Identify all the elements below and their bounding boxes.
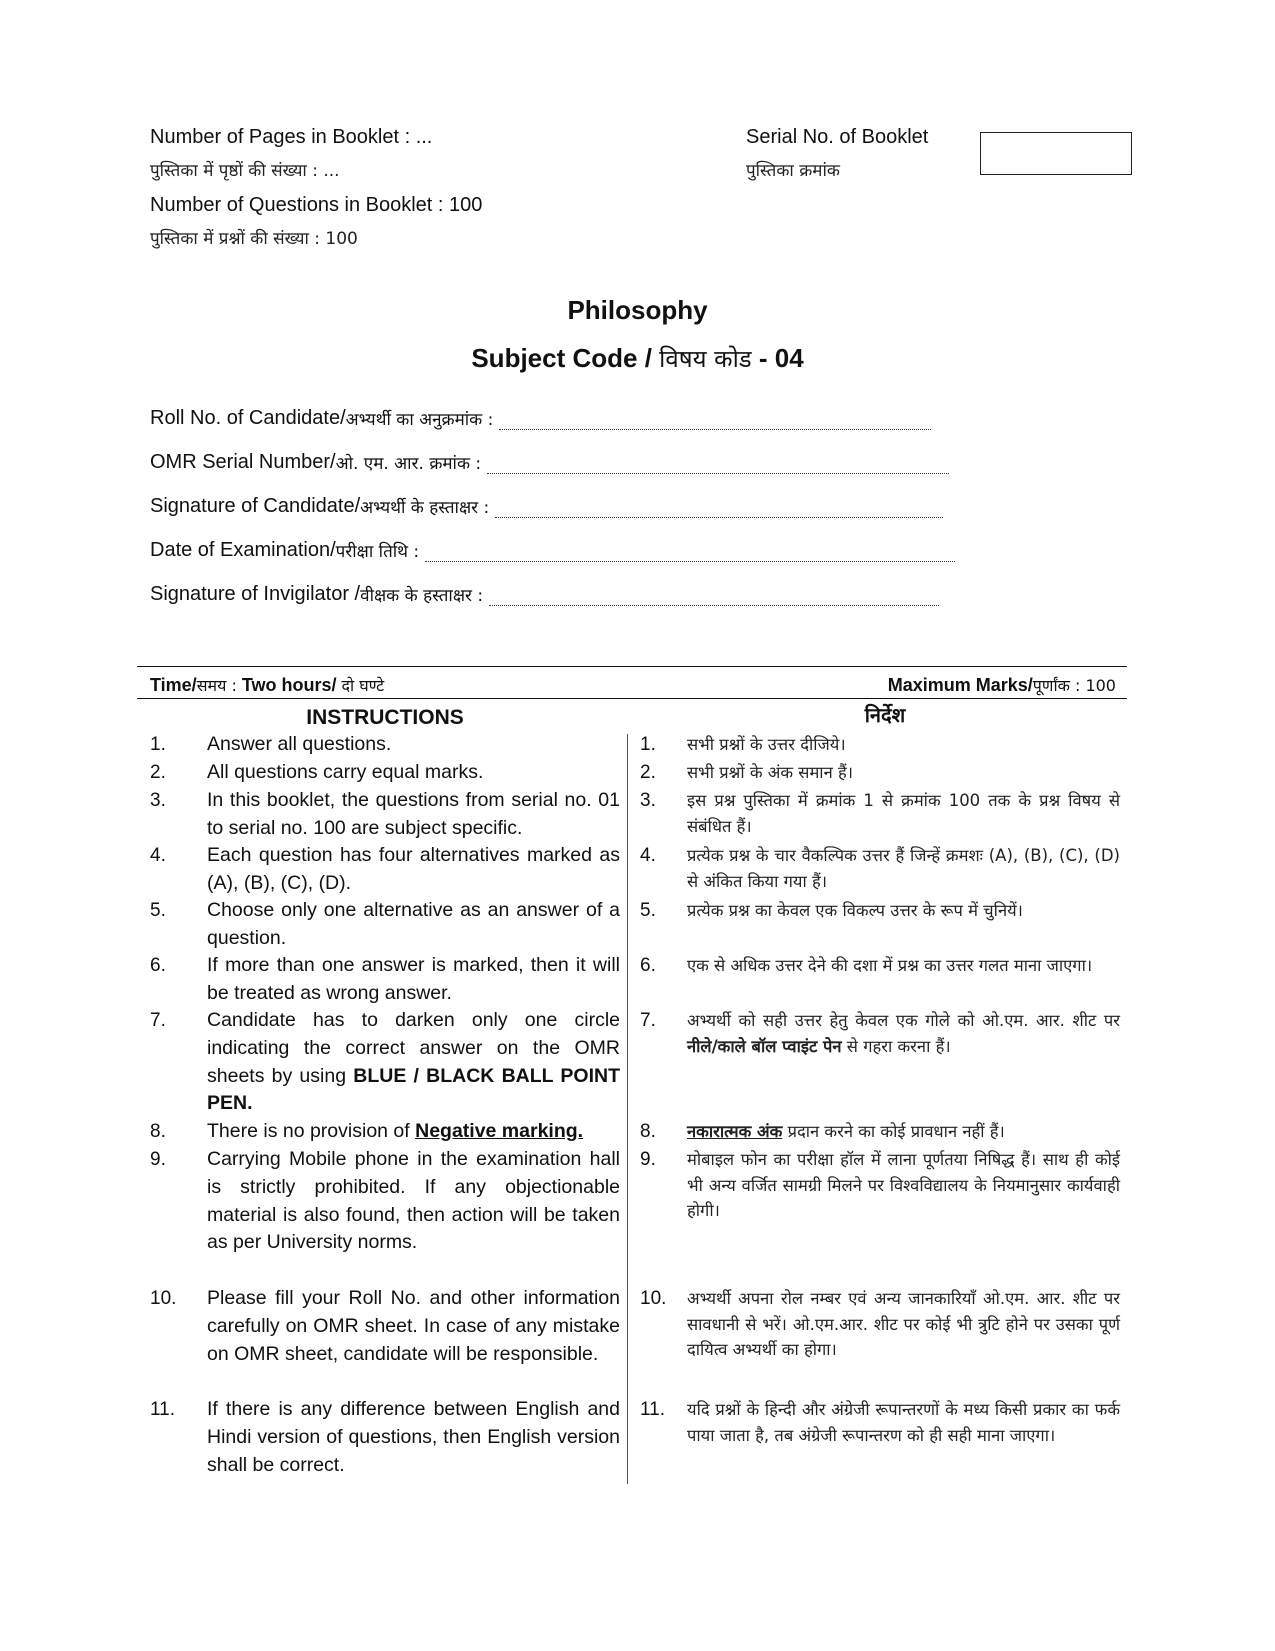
item-text-a: Candidate has to darken only one circle indicating the correct answer on the OMR sheets by using xyxy=(207,1009,620,1087)
field-label-hi: परीक्षा तिथि : xyxy=(335,542,420,562)
item-number: 11. xyxy=(150,1399,176,1420)
field-label-en: Signature of Candidate/ xyxy=(150,495,361,517)
field-label-hi: अभ्यर्थी का अनुक्रमांक : xyxy=(345,410,494,430)
pages-count-en: Number of Pages in Booklet : ... xyxy=(150,126,433,148)
item-text: प्रत्येक प्रश्न के चार वैकल्पिक उत्तर हैं जिन्हें क्रमशः (A), (B), (C), (D) से अंकित किया गया हैं। xyxy=(687,846,1120,891)
item-text: एक से अधिक उत्तर देने की दशा में प्रश्न का उत्तर गलत माना जाएगा। xyxy=(687,956,1093,975)
instruction-item-hi xyxy=(640,760,1120,786)
instruction-item-hi xyxy=(640,732,1120,758)
item-text: Each question has four alternatives marked as (A), (B), (C), (D). xyxy=(207,844,620,894)
item-text: If there is any difference between English and Hindi version of questions, then English version shall be correct. xyxy=(207,1398,620,1476)
instruction-item-en xyxy=(150,1007,620,1118)
item-number: 11. xyxy=(640,1399,666,1420)
item-number: 3. xyxy=(640,790,656,811)
subject-code-prefix: Subject Code / xyxy=(471,343,660,373)
item-text xyxy=(207,1007,620,1118)
instruction-item-en xyxy=(150,1146,620,1257)
invigilator-signature-input-line[interactable] xyxy=(489,586,939,606)
time-label: Time/ xyxy=(150,675,197,695)
field-candidate-signature xyxy=(150,488,943,518)
instruction-item-hi xyxy=(640,1008,1120,1059)
item-number: 5. xyxy=(640,900,656,921)
field-label-en: Signature of Invigilator / xyxy=(150,583,361,605)
serial-label-en: Serial No. of Booklet xyxy=(746,126,929,148)
instruction-item-hi xyxy=(640,898,1120,924)
item-number: 4. xyxy=(150,845,166,866)
item-text xyxy=(687,1119,1120,1145)
subject-code-hi: विषय कोड xyxy=(659,345,752,373)
serial-label-hi: पुस्तिका क्रमांक xyxy=(746,161,840,181)
field-invigilator-signature xyxy=(150,576,939,606)
instruction-item-en xyxy=(150,731,620,759)
instruction-item-hi xyxy=(640,788,1120,839)
instruction-item-hi xyxy=(640,1286,1120,1363)
booklet-info xyxy=(150,120,750,256)
time-value: Two hours/ xyxy=(236,675,342,695)
field-label-en: Roll No. of Candidate/ xyxy=(150,407,346,429)
instruction-item-en xyxy=(150,787,620,843)
item-text xyxy=(207,1118,620,1146)
divider-top xyxy=(137,666,1127,667)
pages-count-hi: पुस्तिका में पृष्ठों की संख्या : ... xyxy=(150,161,340,181)
item-text: Answer all questions. xyxy=(207,733,392,755)
field-label-hi: अभ्यर्थी के हस्ताक्षर : xyxy=(360,498,490,518)
time-info xyxy=(150,672,384,699)
omr-serial-input-line[interactable] xyxy=(487,454,949,474)
item-number: 2. xyxy=(640,762,656,783)
field-roll-no xyxy=(150,400,931,430)
field-label-hi: वीक्षक के हस्ताक्षर : xyxy=(360,586,484,606)
instruction-item-en xyxy=(150,1285,620,1368)
item-text-a: नकारात्मक अंक xyxy=(687,1122,783,1141)
item-text-b: नीले/काले बॉल प्वाइंट पेन xyxy=(687,1036,842,1056)
item-text: In this booklet, the questions from serial no. 01 to serial no. 100 are subject specific. xyxy=(207,789,620,839)
roll-no-input-line[interactable] xyxy=(499,410,931,430)
item-text: सभी प्रश्नों के अंक समान हैं। xyxy=(687,763,853,782)
item-number: 3. xyxy=(150,790,166,811)
field-omr-serial xyxy=(150,444,949,474)
questions-count-en: Number of Questions in Booklet : 100 xyxy=(150,194,483,216)
instruction-item-hi xyxy=(640,1397,1120,1448)
item-text: All questions carry equal marks. xyxy=(207,761,484,783)
item-text-a: There is no provision of xyxy=(207,1120,416,1142)
item-text-b: प्रदान करने का कोई प्रावधान नहीं हैं। xyxy=(782,1122,1005,1141)
subject-code-suffix: - 04 xyxy=(751,343,804,373)
item-text-c: से गहरा करना हैं। xyxy=(841,1036,951,1056)
time-marks-row xyxy=(150,672,1116,698)
item-number: 4. xyxy=(640,845,656,866)
field-exam-date xyxy=(150,532,955,562)
item-text: Please fill your Roll No. and other information carefully on OMR sheet. In case of any mistake on OMR sheet, candidate will be responsible. xyxy=(207,1287,620,1365)
field-label-en: Date of Examination/ xyxy=(150,539,336,561)
item-text-a: अभ्यर्थी को सही उत्तर हेतु केवल एक गोले को ओ.एम. आर. शीट पर xyxy=(687,1011,1120,1030)
item-number: 10. xyxy=(150,1288,177,1309)
instruction-item-hi xyxy=(640,953,1120,979)
item-text xyxy=(687,1008,1120,1059)
instruction-item-hi xyxy=(640,1147,1120,1224)
item-number: 6. xyxy=(150,955,166,976)
divider-bottom xyxy=(137,698,1127,699)
instruction-item-en xyxy=(150,759,620,787)
instruction-item-en xyxy=(150,842,620,898)
instruction-item-hi xyxy=(640,1119,1120,1145)
item-text: मोबाइल फोन का परीक्षा हॉल में लाना पूर्णतया निषिद्ध हैं। साथ ही कोई भी अन्य वर्जित सामग्री मिलने पर विश्वविद्यालय के नियमानुसार कार्यवाही होगी। xyxy=(687,1150,1120,1220)
marks-label: Maximum Marks/ xyxy=(887,675,1033,695)
serial-number-box[interactable] xyxy=(980,132,1132,175)
instructions-heading-en: INSTRUCTIONS xyxy=(306,706,464,729)
time-label-hi: समय : xyxy=(196,676,237,695)
field-label-hi: ओ. एम. आर. क्रमांक : xyxy=(335,454,482,474)
item-number: 5. xyxy=(150,900,166,921)
item-number: 1. xyxy=(640,734,656,755)
item-number: 7. xyxy=(150,1010,166,1031)
item-number: 9. xyxy=(640,1149,656,1170)
item-number: 8. xyxy=(640,1121,656,1142)
subject-code xyxy=(0,340,1275,377)
instruction-item-en xyxy=(150,897,620,953)
item-text-b: Negative marking. xyxy=(415,1120,584,1142)
exam-date-input-line[interactable] xyxy=(425,542,955,562)
item-text: यदि प्रश्नों के हिन्दी और अंग्रेजी रूपान्तरणों के मध्य किसी प्रकार का फर्क पाया जाता है, तब अंग्रेजी रूपान्तरण को ही सही माना जाएगा। xyxy=(687,1400,1120,1445)
instruction-item-en xyxy=(150,952,620,1008)
item-text: Choose only one alternative as an answer of a question. xyxy=(207,899,620,949)
item-text: इस प्रश्न पुस्तिका में क्रमांक 1 से क्रमांक 100 तक के प्रश्न विषय से संबंधित हैं। xyxy=(687,791,1120,836)
time-value-hi: दो घण्टे xyxy=(341,676,385,695)
item-number: 8. xyxy=(150,1121,166,1142)
item-text-b: BLUE / BLACK BALL POINT PEN. xyxy=(207,1064,620,1115)
marks-info xyxy=(888,672,1116,699)
item-text: Carrying Mobile phone in the examination hall is strictly prohibited. If any objectionable material is also found, then action will be taken as per University norms. xyxy=(207,1148,620,1254)
item-number: 7. xyxy=(640,1010,656,1031)
item-number: 9. xyxy=(150,1149,166,1170)
column-divider xyxy=(627,734,628,1484)
item-number: 1. xyxy=(150,734,166,755)
questions-count-hi: पुस्तिका में प्रश्नों की संख्या : 100 xyxy=(150,229,358,249)
instructions-heading-hi: निर्देश xyxy=(864,703,906,727)
serial-info xyxy=(746,120,966,188)
instruction-item-en xyxy=(150,1118,620,1146)
marks-label-hi: पूर्णांक : 100 xyxy=(1032,676,1116,695)
item-text: सभी प्रश्नों के उत्तर दीजिये। xyxy=(687,735,846,754)
item-text: अभ्यर्थी अपना रोल नम्बर एवं अन्य जानकारियाँ ओ.एम. आर. शीट पर सावधानी से भरें। ओ.एम.आर. शीट पर कोई भी त्रुटि होने पर उसका पूर्ण दायित्व अभ्यर्थी का होगा। xyxy=(687,1289,1120,1359)
instruction-item-en xyxy=(150,1396,620,1479)
instruction-item-hi xyxy=(640,843,1120,894)
candidate-signature-input-line[interactable] xyxy=(495,498,943,518)
subject-title: Philosophy xyxy=(567,295,708,325)
item-number: 2. xyxy=(150,762,166,783)
item-number: 10. xyxy=(640,1288,667,1309)
field-label-en: OMR Serial Number/ xyxy=(150,451,336,473)
item-text: प्रत्येक प्रश्न का केवल एक विकल्प उत्तर के रूप में चुनियें। xyxy=(687,901,1023,920)
item-number: 6. xyxy=(640,955,656,976)
item-text: If more than one answer is marked, then it will be treated as wrong answer. xyxy=(207,954,620,1004)
